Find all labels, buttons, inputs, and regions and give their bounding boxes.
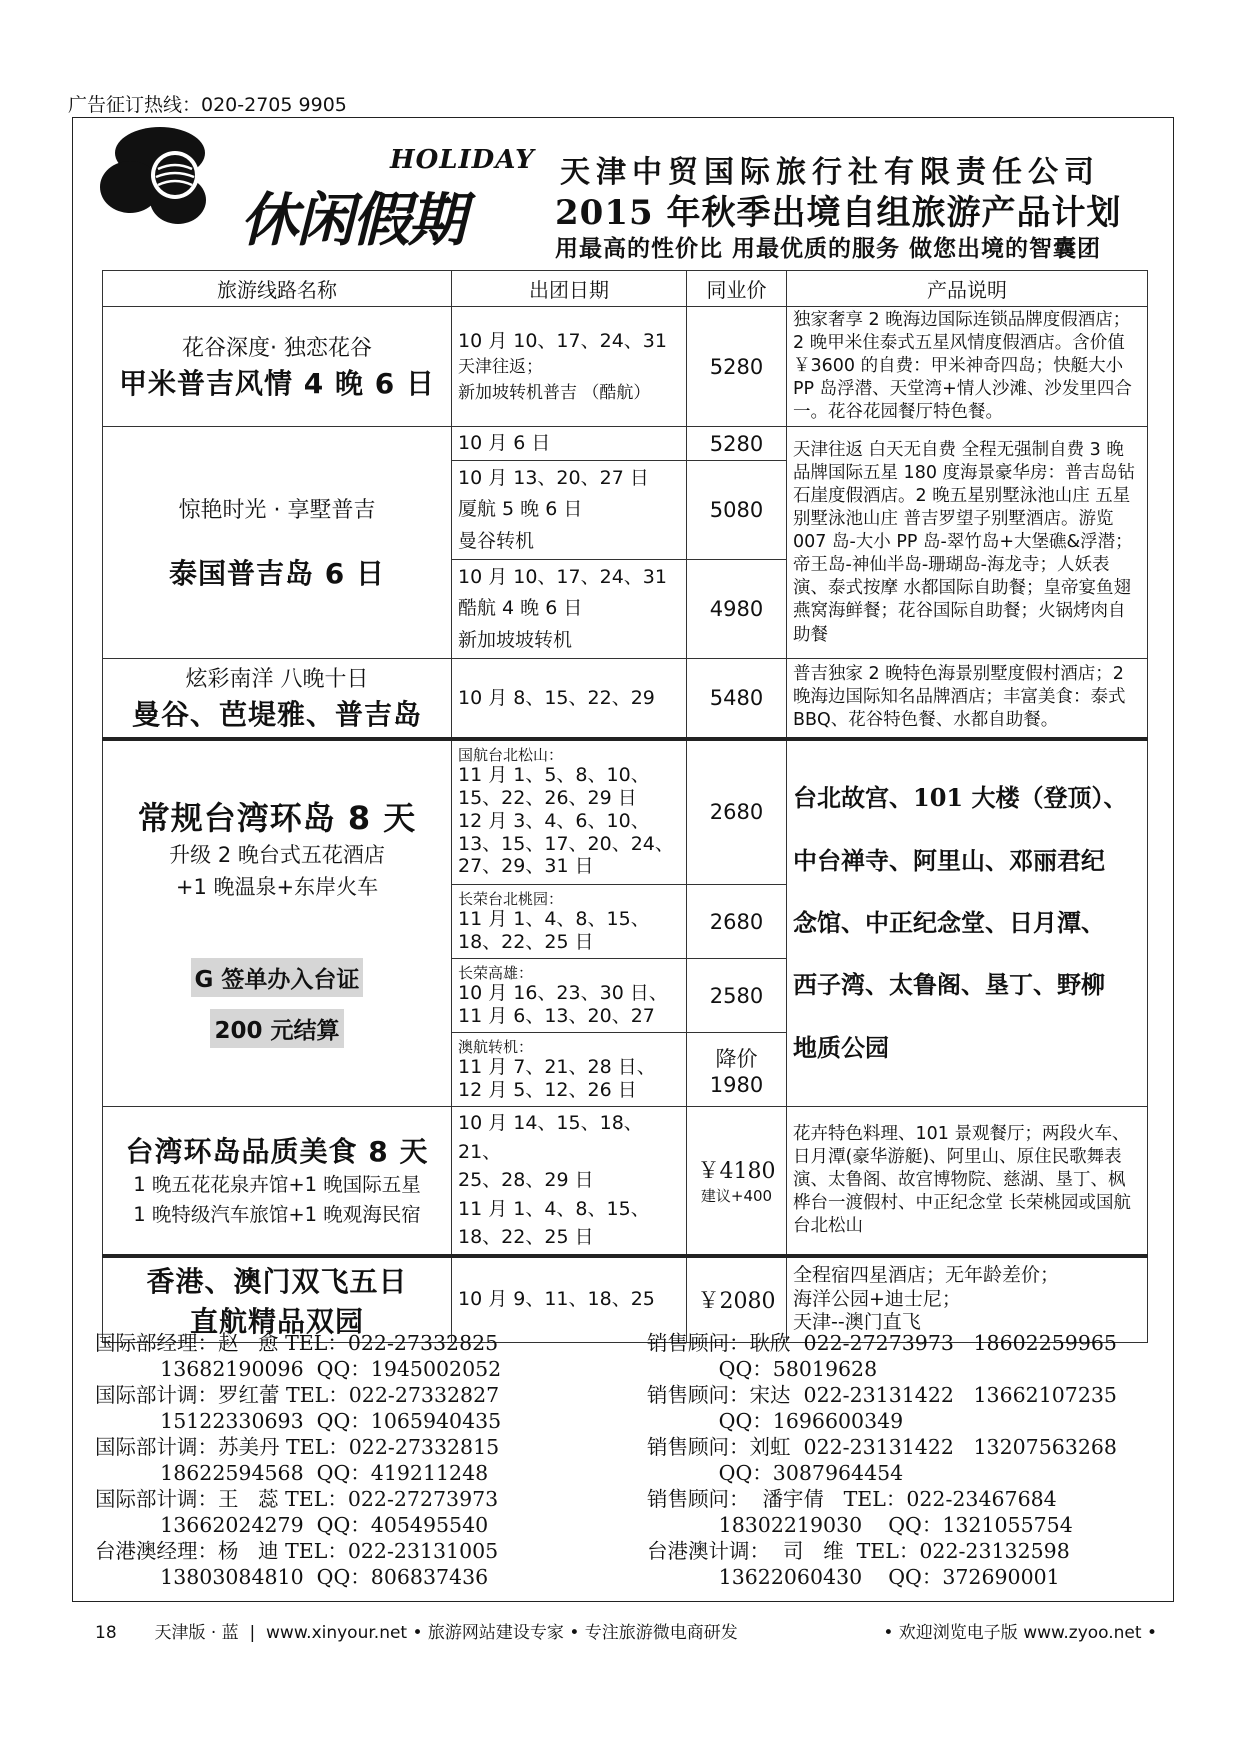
visa-badge: G 签单办入台证: [191, 958, 364, 997]
route-subtitle: 惊艳时光 · 享墅普吉: [178, 498, 376, 524]
desc-cell: 独家奢享 2 晚海边国际连锁品牌度假酒店；2 晚甲米住泰式五星风情度假酒店。含价值￥3600 的自费：甲米神奇四岛；快艇大小 PP 岛浮潜、天堂湾+情人沙滩、沙发里四合一。花谷花园餐厅特色餐。: [787, 307, 1148, 427]
route-note: 1 晚五花花泉卉馆+1 晚国际五星: [133, 1173, 421, 1197]
desc-cell: [787, 739, 1148, 1107]
date-line: 10 月 13、20、27 日: [458, 466, 649, 489]
slogan: 用最高的性价比 用最优质的服务 做您出境的智囊团: [555, 236, 1102, 262]
logo-cn-text: 休闲假期: [240, 186, 465, 254]
date-cell: [452, 959, 687, 1033]
contact-line: 18622594568 QQ：419211248: [95, 1461, 489, 1485]
table-row: [103, 307, 1148, 427]
contact-line: 国际部计调：罗红蕾 TEL：022-27332827: [95, 1383, 500, 1407]
price-cell: 2580: [687, 959, 787, 1033]
desc-line: 海洋公园+迪士尼；: [793, 1287, 961, 1310]
desc-line: 台北故宫、101 大楼（登顶）、: [793, 783, 1128, 813]
date-line: 10 月 14、15、18、21、: [458, 1112, 643, 1163]
header: [100, 125, 1160, 270]
contact-line: 国际部计调：王 蕊 TEL：022-27273973: [95, 1487, 499, 1511]
header-price: 同业价: [687, 271, 787, 307]
route-title: 泰国普吉岛 6 日: [169, 557, 385, 591]
desc-cell: 花卉特色料理、101 景观餐厅；两段火车、日月潭(豪华游艇)、阿里山、原住民歌舞表演、太鲁阁、故宫博物院、慈湖、垦丁、枫桦台一渡假村、中正纪念堂 长荣桃园或国航台北松山: [787, 1107, 1148, 1256]
airline-label: 国航台北松山：: [458, 746, 564, 765]
desc-line: 念馆、中正纪念堂、日月潭、: [793, 908, 1105, 938]
date-line: 12 月 5、12、26 日: [458, 1078, 637, 1101]
date-line: 25、28、29 日: [458, 1169, 594, 1192]
contact-line: 国际部经理：赵 愈 TEL：022-27332825: [95, 1331, 499, 1355]
desc-cell: 普吉独家 2 晚特色海景别墅度假村酒店；2 晚海边国际知名品牌酒店；丰富美食：泰式 BBQ、花谷特色餐、水都自助餐。: [787, 659, 1148, 739]
ad-hotline: 广告征订热线：020-2705 9905: [68, 94, 347, 116]
page-title: 2015 年秋季出境自组旅游产品计划: [555, 193, 1122, 233]
date-line: 10 月 16、23、30 日、: [458, 981, 668, 1004]
contact-line: 销售顾问：刘虹 022-23131422 13207563268: [647, 1435, 1117, 1459]
contact-line: QQ：1696600349: [647, 1409, 904, 1433]
route-title: 曼谷、芭堤雅、普吉岛: [131, 698, 422, 732]
route-subtitle: 直航精品双园: [189, 1304, 364, 1338]
contact-line: 18302219030 QQ：1321055754: [647, 1513, 1073, 1537]
date-line: 15、22、26、29 日: [458, 787, 637, 810]
date-line: 10 月 10、17、24、31: [458, 329, 667, 352]
header-date: 出团日期: [452, 271, 687, 307]
desc-line: 中台禅寺、阿里山、邓丽君纪: [793, 845, 1105, 875]
contact-line: 销售顾问： 潘宇倩 TEL：022-23467684: [647, 1487, 1057, 1511]
desc-line: 地质公园: [793, 1032, 889, 1062]
date-cell: [452, 307, 687, 427]
route-title: 台湾环岛品质美食 8 天: [125, 1135, 429, 1169]
date-cell: [452, 1107, 687, 1256]
date-line: 11 月 1、4、8、15、: [458, 907, 650, 930]
date-cell: [452, 1033, 687, 1107]
date-cell: [452, 739, 687, 885]
date-line: 12 月 3、4、6、10、: [458, 809, 650, 832]
contact-line: 销售顾问：耿欣 022-27273973 18602259965: [647, 1331, 1117, 1355]
date-line: 新加坡转机普吉 （酷航）: [458, 382, 651, 403]
date-line: 11 月 1、5、8、10、: [458, 764, 650, 787]
route-title: 香港、澳门双飞五日: [146, 1264, 408, 1298]
route-cell: [103, 1107, 452, 1256]
contact-line: 国际部计调：苏美丹 TEL：022-27332815: [95, 1435, 500, 1459]
price-value: 1980: [709, 1072, 764, 1097]
tour-table: [102, 270, 1148, 1343]
date-cell: 10 月 9、11、18、25: [452, 1256, 687, 1343]
footer-left: 18 天津版 · 蓝 | www.xinyour.net • 旅游网站建设专家 • 专注旅游微电商研发: [95, 1623, 738, 1643]
table-header-row: [103, 271, 1148, 307]
route-note: 升级 2 晚台式五花酒店: [169, 842, 385, 867]
table-row: [103, 659, 1148, 739]
price-cell: 5080: [687, 460, 787, 559]
date-cell: 10 月 6 日: [452, 427, 687, 461]
price-cell: [687, 1107, 787, 1256]
footer-right: • 欢迎浏览电子版 www.zyoo.net •: [883, 1623, 1157, 1643]
date-cell: [452, 560, 687, 659]
contact-line: QQ：3087964454: [647, 1461, 904, 1485]
header-route: 旅游线路名称: [103, 271, 452, 307]
desc-line: 天津--澳门直飞: [793, 1311, 921, 1334]
contacts-left: [95, 1330, 501, 1590]
date-line: 厦航 5 晚 6 日: [458, 498, 583, 521]
date-line: 酷航 4 晚 6 日: [458, 597, 583, 620]
date-line: 27、29、31 日: [458, 855, 594, 878]
route-cell: [103, 307, 452, 427]
table-row: [103, 739, 1148, 885]
route-note: +1 晚温泉+东岸火车: [175, 875, 379, 900]
airline-label: 澳航转机：: [458, 1037, 534, 1056]
contact-line: 13682190096 QQ：1945002052: [95, 1357, 502, 1381]
contact-line: 13803084810 QQ：806837436: [95, 1565, 489, 1589]
table-row: [103, 427, 1148, 461]
desc-line: 西子湾、太鲁阁、垦丁、野柳: [793, 970, 1105, 1000]
price-cell: 2680: [687, 739, 787, 885]
date-line: 10 月 10、17、24、31: [458, 566, 667, 588]
logo-holiday-text: HOLIDAY: [390, 145, 535, 175]
price-cell: 5280: [687, 427, 787, 461]
date-line: 18、22、25 日: [458, 930, 594, 953]
route-cell: [103, 739, 452, 1107]
price-cell: [687, 1033, 787, 1107]
contact-line: 13662024279 QQ：405495540: [95, 1513, 489, 1537]
price-cell: 4980: [687, 560, 787, 659]
route-subtitle: 炫彩南洋 八晚十日: [185, 667, 369, 693]
date-line: 11 月 6、13、20、27: [458, 1004, 655, 1027]
route-cell: [103, 659, 452, 739]
price-cell: 5280: [687, 307, 787, 427]
price-cell: 2680: [687, 885, 787, 959]
contact-line: 台港澳经理：杨 迪 TEL：022-23131005: [95, 1539, 499, 1563]
price-cell: 5480: [687, 659, 787, 739]
price-cell: ￥2080: [687, 1256, 787, 1343]
airline-label: 长荣高雄：: [458, 963, 534, 982]
route-subtitle: 花谷深度· 独恋花谷: [182, 336, 372, 362]
route-title: 甲米普吉风情 4 晚 6 日: [119, 367, 435, 401]
contact-line: 13622060430 QQ：372690001: [647, 1565, 1060, 1589]
date-line: 曼谷转机: [458, 529, 535, 552]
airline-label: 长荣台北桃园：: [458, 889, 564, 908]
date-cell: [452, 460, 687, 559]
price-drop-label: 降价: [715, 1046, 758, 1071]
date-line: 18、22、25 日: [458, 1226, 594, 1249]
desc-line: 全程宿四星酒店；无年龄差价；: [793, 1263, 1060, 1286]
contact-line: 台港澳计调： 司 维 TEL：022-23132598: [647, 1539, 1070, 1563]
price-value: ￥4180: [697, 1159, 776, 1185]
settle-badge: 200 元结算: [210, 1009, 343, 1048]
contact-line: 15122330693 QQ：1065940435: [95, 1409, 502, 1433]
date-cell: 10 月 8、15、22、29: [452, 659, 687, 739]
contact-line: QQ：58019628: [647, 1357, 878, 1381]
contact-line: 销售顾问：宋达 022-23131422 13662107235: [647, 1383, 1117, 1407]
price-note: 建议+400: [700, 1187, 773, 1206]
date-line: 新加坡坡转机: [458, 628, 573, 651]
date-line: 天津往返；: [458, 357, 543, 378]
desc-cell: 天津往返 白天无自费 全程无强制自费 3 晚品牌国际五星 180 度海景豪华房：普吉岛钻石崖度假酒店。2 晚五星别墅泳池山庄 五星别墅泳池山庄 普吉罗望子别墅酒店。游览 007 岛-大小 PP 岛-翠竹岛+大堡礁&浮潜；帝王岛-神仙半岛-珊瑚岛-海龙寺；人妖表演、泰式按摩 水都国际自助餐；皇帝宴鱼翅燕窝海鲜餐；花谷国际自助餐；火锅烤肉自助餐: [787, 427, 1148, 659]
route-cell: [103, 427, 452, 659]
header-desc: 产品说明: [787, 271, 1148, 307]
company-name: 天津中贸国际旅行社有限责任公司: [560, 155, 1100, 190]
date-cell: [452, 885, 687, 959]
contacts-right: [647, 1330, 1117, 1590]
date-line: 11 月 1、4、8、15、: [458, 1197, 650, 1220]
date-line: 11 月 7、21、28 日、: [458, 1055, 656, 1078]
route-title: 常规台湾环岛 8 天: [137, 798, 417, 837]
route-note: 1 晚特级汽车旅馆+1 晚观海民宿: [133, 1203, 421, 1227]
date-line: 13、15、17、20、24、: [458, 832, 674, 855]
table-row: [103, 1107, 1148, 1256]
